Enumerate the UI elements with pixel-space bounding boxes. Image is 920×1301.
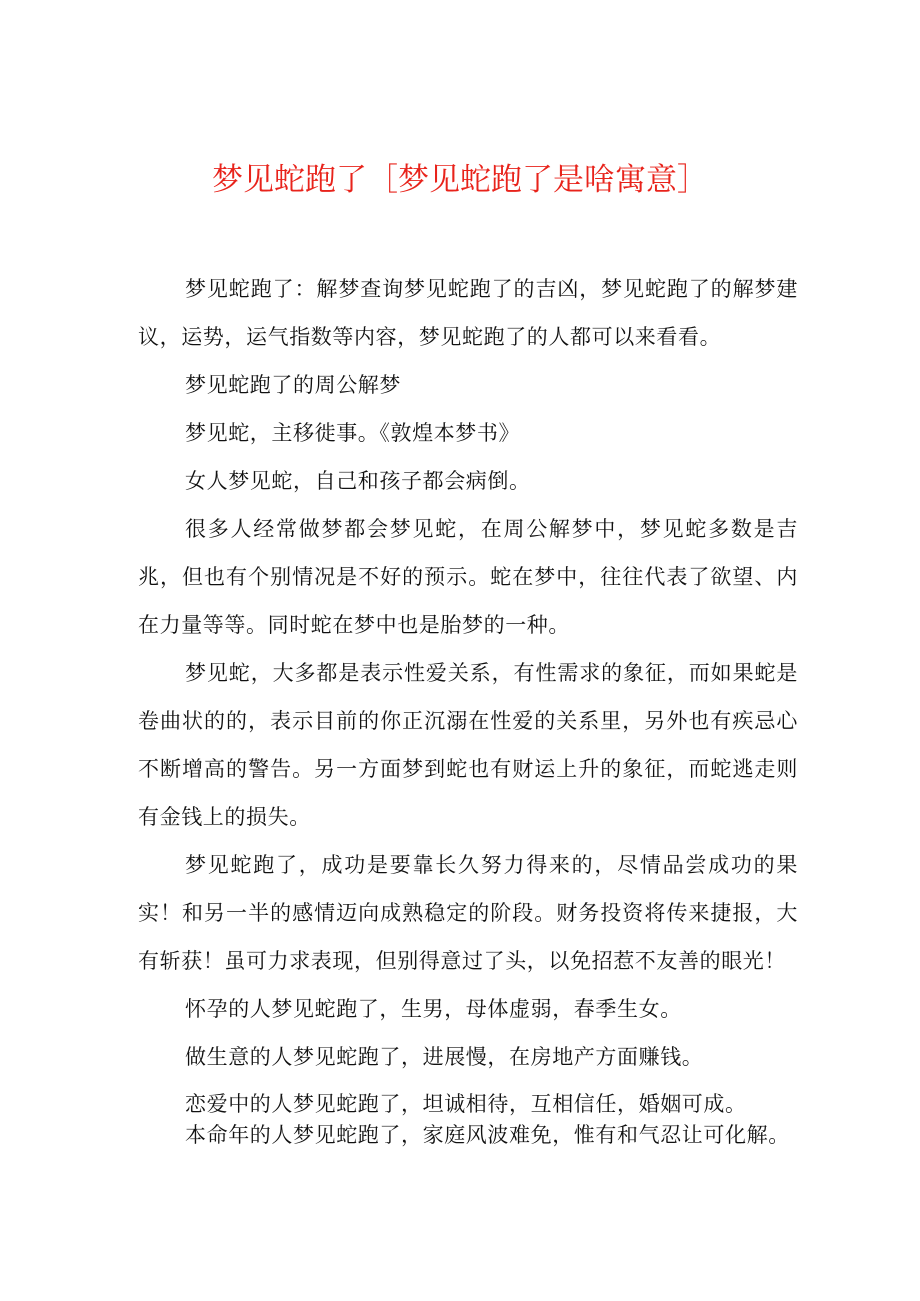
document-body [138,265,798,1151]
paragraph-women: 女人梦见蛇，自己和孩子都会病倒。 [185,469,531,493]
paragraph-love: 恋爱中的人梦见蛇跑了，坦诚相待，互相信任，婚姻可成。 [185,1092,747,1116]
paragraph-pregnant: 怀孕的人梦见蛇跑了，生男，母体虚弱，春季生女。 [185,997,682,1021]
paragraph-intro: 梦见蛇跑了：解梦查询梦见蛇跑了的吉凶，梦见蛇跑了的解梦建议，运势，运气指数等内容，梦见蛇跑了的人都可以来看看。 [138,277,798,349]
paragraph-business: 做生意的人梦见蛇跑了，进展慢，在房地产方面赚钱。 [185,1045,704,1069]
document-title: 梦见蛇跑了［梦见蛇跑了是啥寓意］ [212,162,708,198]
paragraph-zodiac-year: 本命年的人梦见蛇跑了，家庭风波难免，惟有和气忍让可化解。 [185,1123,790,1147]
paragraph-success: 梦见蛇跑了，成功是要靠长久努力得来的，尽情品尝成功的果实！和另一半的感情迈向成熟稳定的阶段。财务投资将传来捷报，大有斩获！虽可力求表现，但别得意过了头，以免招惹不友善的眼光！ [138,853,798,973]
paragraph-heading-zhougong: 梦见蛇跑了的周公解梦 [185,373,401,397]
paragraph-meaning: 梦见蛇，大多都是表示性爱关系，有性需求的象征，而如果蛇是卷曲状的的，表示目前的你正沉溺在性爱的关系里，另外也有疾忌心不断增高的警告。另一方面梦到蛇也有财运上升的象征，而蛇逃走则有金钱上的损失。 [138,661,798,829]
paragraph-common-dream: 很多人经常做梦都会梦见蛇，在周公解梦中，梦见蛇多数是吉兆，但也有个别情况是不好的预示。蛇在梦中，往往代表了欲望、内在力量等等。同时蛇在梦中也是胎梦的一种。 [138,517,798,637]
paragraph-dunhuang-quote: 梦见蛇，主移徙事。《敦煌本梦书》 [185,421,521,445]
